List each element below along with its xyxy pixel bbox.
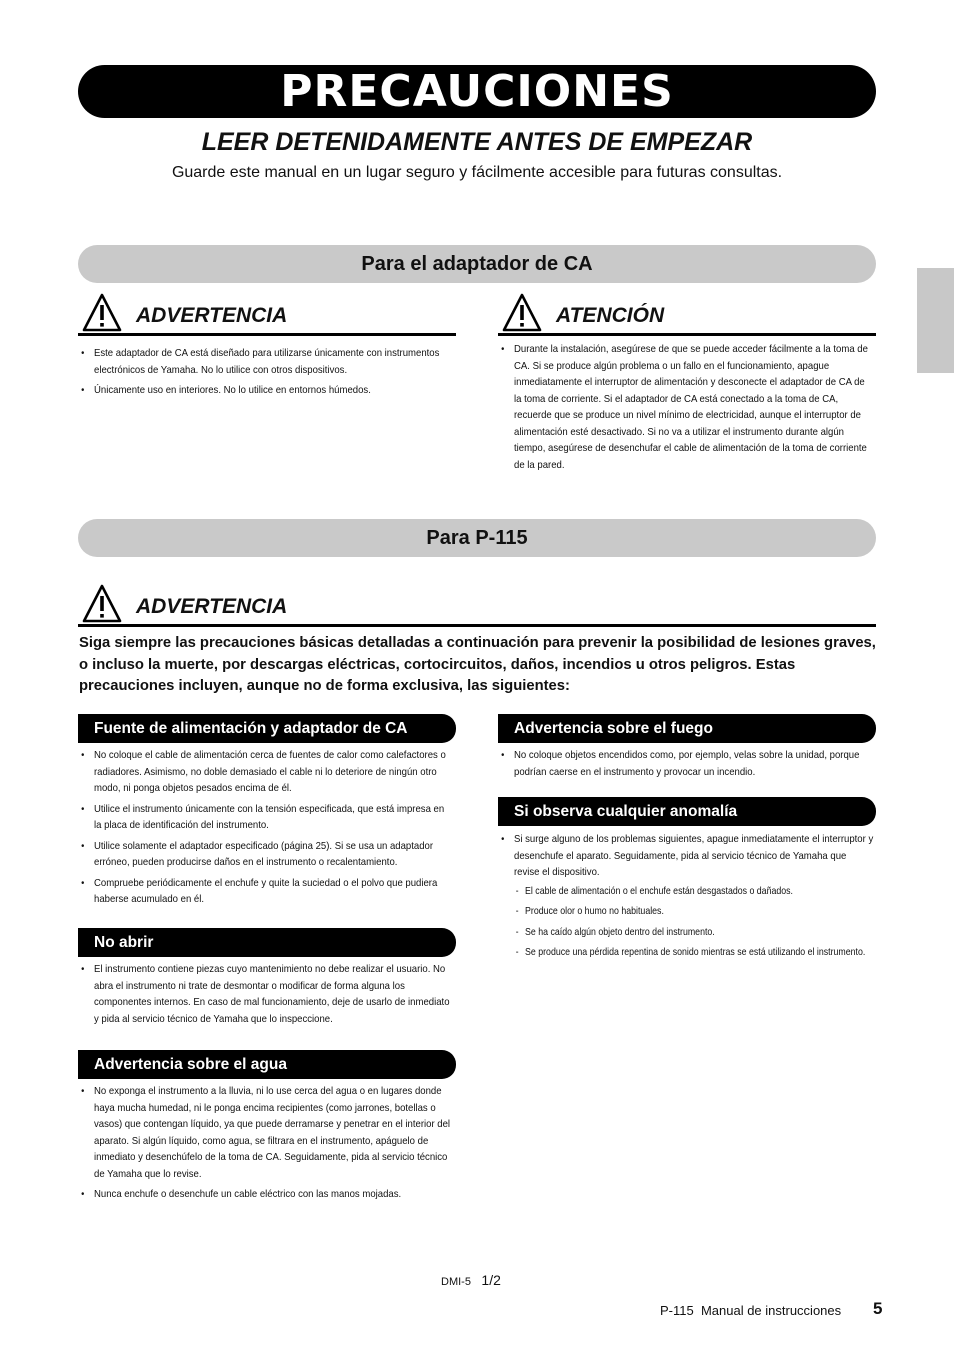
sub-list-item: - El cable de alimentación o el enchufe están desgastados o dañados. <box>525 884 871 901</box>
adapter-caution-list <box>498 342 876 474</box>
fire-heading: Advertencia sobre el fuego <box>514 719 713 737</box>
intro-text: Guarde este manual en un lugar seguro y fácilmente accesible para futuras consultas. <box>171 164 783 181</box>
list-item: • Únicamente uso en interiores. No lo utilice en entornos húmedos. <box>94 383 454 400</box>
power-list <box>78 748 456 909</box>
list-item <box>514 832 874 962</box>
water-block <box>78 1050 456 1208</box>
footer-manual-line <box>660 1302 841 1320</box>
warning-triangle-icon <box>502 293 542 333</box>
anomaly-sublist <box>514 884 874 962</box>
p115-warning-heading: ADVERTENCIA <box>136 595 288 618</box>
list-item: • Durante la instalación, asegúrese de que se puede acceder fácilmente a la toma de CA. Si se produce algún problema o un fallo en el funcionamiento, apague inmediatamente el interruptor de alimentación y desconecte el adaptador de CA de la toma de corriente. Si el adaptador de CA está conectado a la toma de CA, recuerde que se produce un nivel mínimo de electricidad, aunque el interruptor de alimentación esté desactivado. Si no va a utilizar el instrumento durante algún tiempo, asegúrese de desenchufar el cable de alimentación de la toma de corriente de la pared. <box>514 342 874 474</box>
doc-code: DMI-5 <box>441 1276 471 1288</box>
anomaly-item-text: Si surge alguno de los problemas siguientes, apague inmediatamente el interruptor y desenchufe el aparato. Seguidamente, pida al servicio técnico de Yamaha que revise el dispositivo. <box>514 834 874 878</box>
list-item: • No exponga el instrumento a la lluvia, ni lo use cerca del agua o en lugares donde haya mucha humedad, ni le ponga encima recipientes (como jarrones, botellas o vasos) que contengan líquido, ya que puede derramarse y penetrar en el interior del aparato. Si algún líquido, como agua, se filtrara en el instrumento, apáguelo de inmediato y desenchúfelo de la toma de CA. Seguidamente, pida al servicio técnico de Yamaha que lo revise. <box>94 1084 454 1183</box>
adapter-caution-header <box>498 289 876 336</box>
no-open-heading-pill <box>78 928 456 957</box>
p115-intro: Siga siempre las precauciones básicas detalladas a continuación para prevenir la posibilidad de lesiones graves, o incluso la muerte, por descargas eléctricas, cortocircuitos, daños, incendios u otros peligros. Estas precauciones incluyen, aunque no de forma exclusiva, las siguientes: <box>79 635 876 694</box>
no-open-block <box>78 928 456 1032</box>
list-item: • Utilice el instrumento únicamente con la tensión especificada, que está impresa en la placa de identificación del instrumento. <box>94 802 454 835</box>
page-title: PRECAUCIONES <box>280 66 674 117</box>
power-heading-pill <box>78 714 456 743</box>
section-title-adapter: Para el adaptador de CA <box>361 252 593 275</box>
anomaly-heading-pill <box>498 797 876 826</box>
list-item: • No coloque el cable de alimentación cerca de fuentes de calor como calefactores o radiadores. Asimismo, no doble demasiado el cable ni lo deteriore de ningún otro modo, ni ponga objetos pesados encima de él. <box>94 748 454 798</box>
water-list <box>78 1084 456 1204</box>
sub-list-item: - Se produce una pérdida repentina de sonido mientras se está utilizando el instrumento. <box>525 945 871 962</box>
section-bar-adapter <box>78 245 876 283</box>
list-item: • El instrumento contiene piezas cuyo mantenimiento no debe realizar el usuario. No abra el instrumento ni trate de desmontar o modificar de forma alguna los componentes internos. En caso de mal funcionamiento, deje de usarlo de inmediato y pida al servicio técnico de Yamaha que lo inspeccione. <box>94 962 454 1028</box>
fire-list <box>498 748 876 781</box>
adapter-warning-list <box>78 346 456 400</box>
no-open-heading: No abrir <box>94 933 154 951</box>
section-bar-p115 <box>78 519 876 557</box>
warning-triangle-icon <box>82 293 122 333</box>
anomaly-list <box>498 832 876 962</box>
adapter-warning-header <box>78 289 456 336</box>
water-heading-pill <box>78 1050 456 1079</box>
section-title-p115: Para P-115 <box>426 526 528 549</box>
list-item: • Nunca enchufe o desenchufe un cable eléctrico con las manos mojadas. <box>94 1187 454 1204</box>
adapter-warning-block <box>78 289 456 404</box>
manual-title: P-115 Manual de instrucciones <box>660 1303 842 1318</box>
water-heading: Advertencia sobre el agua <box>94 1055 287 1073</box>
list-item: • Utilice solamente el adaptador especificado (página 25). Si se usa un adaptador erróneo, pueden producirse daños en el instrumento o recalentamiento. <box>94 839 454 872</box>
adapter-warning-heading: ADVERTENCIA <box>136 304 288 327</box>
no-open-list <box>78 962 456 1028</box>
adapter-caution-heading: ATENCIÓN <box>556 304 665 327</box>
doc-fraction: 1/2 <box>481 1272 501 1288</box>
list-item: • Compruebe periódicamente el enchufe y quite la suciedad o el polvo que pudiera haberse acumulado en él. <box>94 876 454 909</box>
title-banner <box>78 65 876 118</box>
footer-doc-code <box>441 1272 501 1290</box>
anomaly-block <box>498 797 876 966</box>
page-subtitle: LEER DETENIDAMENTE ANTES DE EMPEZAR <box>201 128 753 156</box>
page-number: 5 <box>873 1299 883 1318</box>
list-item: • No coloque objetos encendidos como, por ejemplo, velas sobre la unidad, porque podrían caerse en el instrumento y provocar un incendio. <box>514 748 874 781</box>
power-heading: Fuente de alimentación y adaptador de CA <box>94 719 408 737</box>
p115-warning-header <box>78 580 876 627</box>
power-block <box>78 714 456 913</box>
warning-triangle-icon <box>82 584 122 624</box>
sub-list-item: - Produce olor o humo no habituales. <box>525 904 871 921</box>
adapter-caution-block <box>498 289 876 478</box>
anomaly-heading: Si observa cualquier anomalía <box>514 802 738 820</box>
fire-heading-pill <box>498 714 876 743</box>
p115-warning-head-row <box>78 580 876 627</box>
side-tab <box>917 268 954 373</box>
sub-list-item: - Se ha caído algún objeto dentro del instrumento. <box>525 925 871 942</box>
list-item: • Este adaptador de CA está diseñado para utilizarse únicamente con instrumentos electrónicos de Yamaha. No lo utilice con otros dispositivos. <box>94 346 454 379</box>
fire-block <box>498 714 876 785</box>
